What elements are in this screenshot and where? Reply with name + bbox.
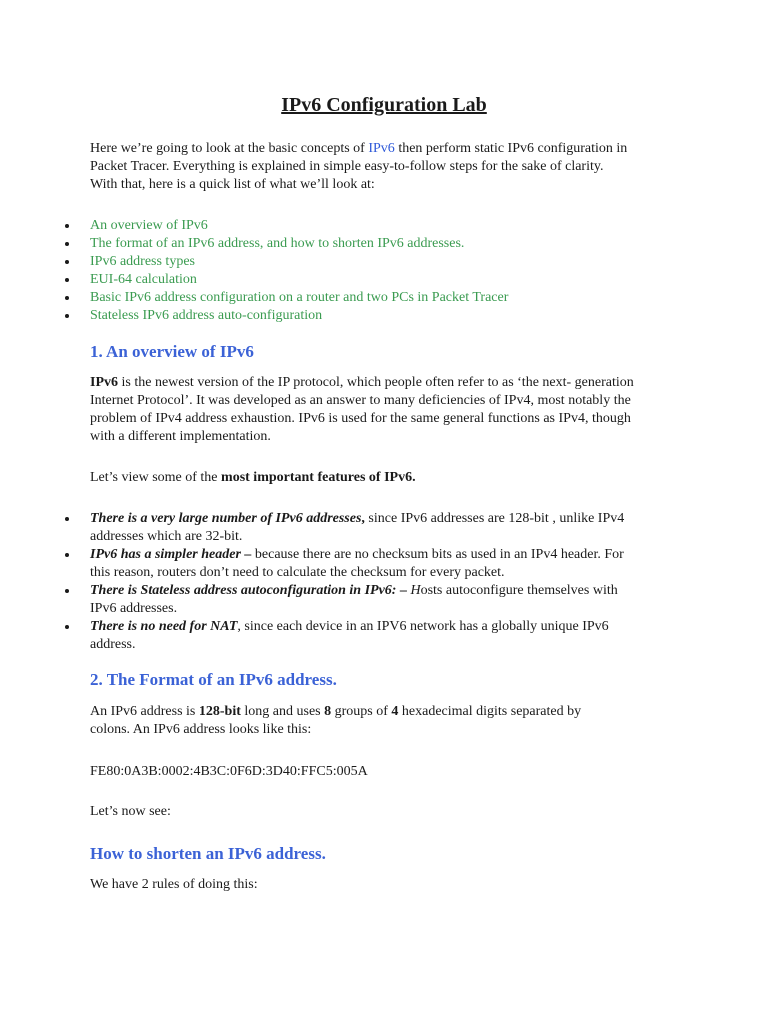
bullet-icon [65, 278, 69, 282]
section-3-heading: How to shorten an IPv6 address. [90, 844, 326, 863]
section-1-paragraph: IPv6 is the newest version of the IP protocol, which people often refer to as ‘the next- generation Internet Protocol’. It was developed as an answer to many deficiencies of IPv4, most notably the problem of IPv4 address exhaustion. IPv6 is used for the same general functions as IPv4, though with a different implementation. [90, 375, 634, 444]
bullet-icon [65, 625, 69, 629]
bullet-icon [65, 296, 69, 300]
ipv6-example-address: FE80:0A3B:0002:4B3C:0F6D:3D40:FFC5:005A [90, 764, 368, 779]
ipv6-link[interactable]: IPv6 [368, 141, 395, 156]
bullet-icon [65, 260, 69, 264]
bullet-icon [65, 517, 69, 521]
section-2-heading: 2. The Format of an IPv6 address. [90, 670, 337, 689]
toc-item-format[interactable]: The format of an IPv6 address, and how to shorten IPv6 addresses. [90, 235, 508, 253]
toc-item-overview[interactable]: An overview of IPv6 [90, 217, 508, 235]
toc-item-stateless[interactable]: Stateless IPv6 address auto-configuration [90, 307, 508, 325]
toc-item-types[interactable]: IPv6 address types [90, 253, 508, 271]
feature-item: There is Stateless address autoconfiguration in IPv6: – Hosts autoconfigure themselves with IPv6 addresses. [90, 582, 690, 618]
bullet-icon [65, 589, 69, 593]
bullet-icon [65, 553, 69, 557]
intro-line-2: Packet Tracer. Everything is explained in simple easy-to-follow steps for the sake of clarity. [90, 159, 604, 174]
toc-list [90, 217, 508, 325]
bullet-icon [65, 224, 69, 228]
section-3-paragraph: We have 2 rules of doing this: [90, 877, 258, 892]
section-1-heading: 1. An overview of IPv6 [90, 342, 254, 361]
features-list [90, 510, 690, 654]
intro-paragraph [90, 140, 627, 194]
bullet-icon [65, 314, 69, 318]
lets-now-see: Let’s now see: [90, 804, 171, 819]
toc-item-eui64[interactable]: EUI-64 calculation [90, 271, 508, 289]
ipv6-bold: IPv6 [90, 375, 118, 390]
bullet-icon [65, 242, 69, 246]
intro-line-3: With that, here is a quick list of what we’ll look at: [90, 177, 375, 192]
feature-item: There is a very large number of IPv6 addresses, since IPv6 addresses are 128-bit , unlike IPv4 addresses which are 32-bit. [90, 510, 690, 546]
feature-item: There is no need for NAT, since each device in an IPV6 network has a globally unique IPv6 address. [90, 618, 690, 654]
feature-item: IPv6 has a simpler header – because there are no checksum bits as used in an IPv4 header. For this reason, routers don’t need to calculate the checksum for every packet. [90, 546, 690, 582]
intro-text-2: then perform static IPv6 configuration in [394, 141, 628, 156]
features-intro: Let’s view some of the most important features of IPv6. [90, 470, 416, 485]
page-title: IPv6 Configuration Lab [281, 94, 487, 116]
section-2-paragraph: An IPv6 address is 128-bit long and uses 8 groups of 4 hexadecimal digits separated by colons. An IPv6 address looks like this: [90, 704, 582, 737]
toc-item-basic-config[interactable]: Basic IPv6 address configuration on a router and two PCs in Packet Tracer [90, 289, 508, 307]
intro-text-1: Here we’re going to look at the basic concepts of [90, 141, 369, 156]
